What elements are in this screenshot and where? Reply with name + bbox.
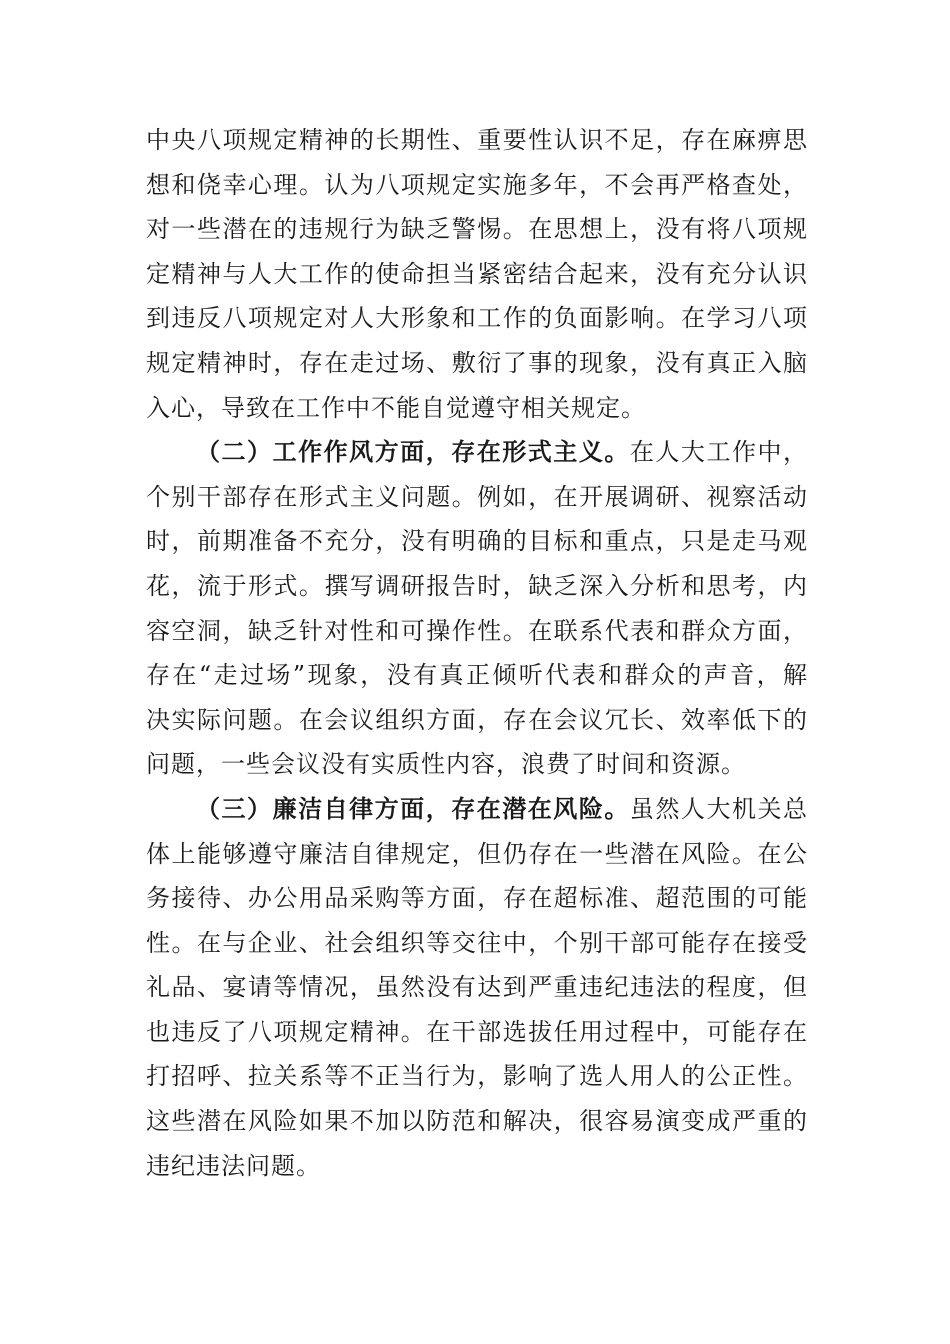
text-line: 中央八项规定精神的长期性、重要性认识不足，存在麻痹思 <box>146 126 808 154</box>
text-line-first <box>146 430 808 475</box>
text-line: 也违反了八项规定精神。在干部选拔任用过程中，可能存在 <box>146 1017 808 1046</box>
text-line: 礼品、宴请等情况，虽然没有达到严重违纪违法的程度，但 <box>146 973 808 1002</box>
text-segment: 在人大工作中， <box>629 438 809 467</box>
text-segment: 虽然人大机关总 <box>629 794 809 823</box>
text-line: 到违反八项规定对人大形象和工作的负面影响。在学习八项 <box>146 304 808 333</box>
text-line: 务接待、办公用品采购等方面，存在超标准、超范围的可能 <box>146 884 808 913</box>
section-heading-work-style: （二）工作作风方面，存在形式主义。 <box>196 438 630 467</box>
text-line: 打招呼、拉关系等不正当行为，影响了选人用人的公正性。 <box>146 1062 808 1091</box>
section-heading-integrity: （三）廉洁自律方面，存在潜在风险。 <box>196 794 630 823</box>
text-line-first <box>146 787 808 832</box>
text-line: 性。在与企业、社会组织等交往中，个别干部可能存在接受 <box>146 928 808 957</box>
text-line: 违纪违法问题。 <box>146 1151 321 1180</box>
text-line: 对一些潜在的违规行为缺乏警惕。在思想上，没有将八项规 <box>146 215 808 244</box>
text-line: 存在“走过场”现象，没有真正倾听代表和群众的声音，解 <box>146 661 808 690</box>
text-line: 入心，导致在工作中不能自觉遵守相关规定。 <box>146 393 646 422</box>
text-line: 这些潜在风险如果不加以防范和解决，很容易演变成严重的 <box>146 1107 808 1136</box>
text-line: 个别干部存在形式主义问题。例如，在开展调研、视察活动 <box>146 482 808 511</box>
paragraph-work-style <box>146 430 808 787</box>
text-line: 决实际问题。在会议组织方面，存在会议冗长、效率低下的 <box>146 705 808 734</box>
text-line: 花，流于形式。撰写调研报告时，缺乏深入分析和思考，内 <box>146 571 808 600</box>
text-line: 定精神与人大工作的使命担当紧密结合起来，没有充分认识 <box>146 259 808 288</box>
text-line: 问题，一些会议没有实质性内容，浪费了时间和资源。 <box>146 750 746 779</box>
paragraph-integrity <box>146 787 808 1188</box>
paragraph-thought-awareness <box>146 118 808 430</box>
text-line: 容空洞，缺乏针对性和可操作性。在联系代表和群众方面， <box>146 616 808 645</box>
text-line: 体上能够遵守廉洁自律规定，但仍存在一些潜在风险。在公 <box>146 839 808 868</box>
text-line: 规定精神时，存在走过场、敷衍了事的现象，没有真正入脑 <box>146 348 808 377</box>
document-body <box>146 118 808 1188</box>
text-line: 想和侥幸心理。认为八项规定实施多年，不会再严格查处， <box>146 170 808 199</box>
text-line: 时，前期准备不充分，没有明确的目标和重点，只是走马观 <box>146 527 808 556</box>
